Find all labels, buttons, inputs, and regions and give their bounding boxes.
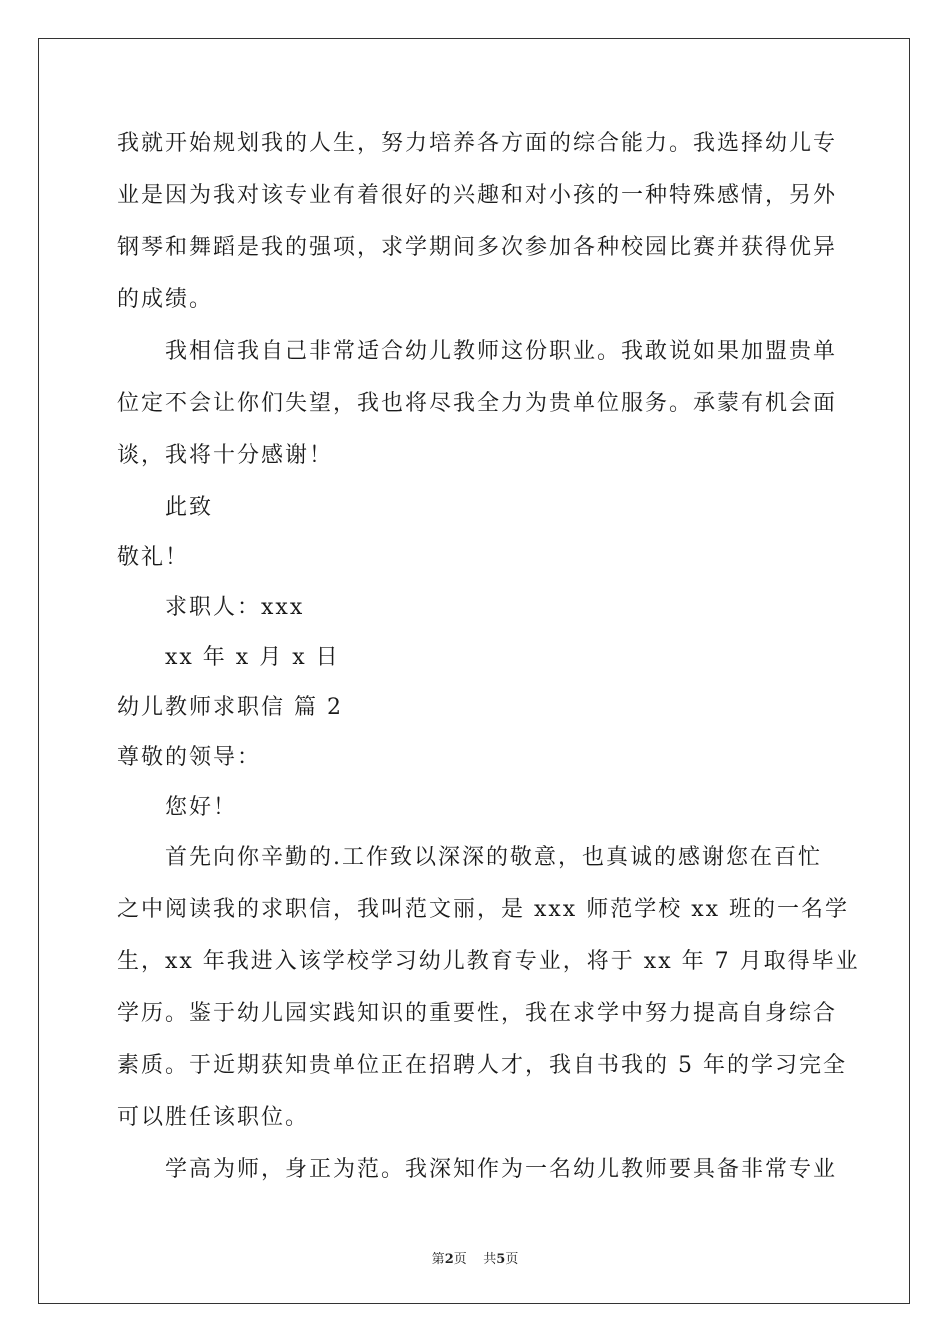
- paragraph-line: 位定不会让你们失望，我也将尽我全力为贵单位服务。承蒙有机会面: [117, 391, 838, 416]
- paragraph-line: 学历。鉴于幼儿园实践知识的重要性，我在求学中努力提高自身综合: [117, 1001, 838, 1026]
- paragraph-line: 生，xx 年我进入该学校学习幼儿教育专业，将于 xx 年 7 月取得毕业: [117, 949, 860, 974]
- closing-salute: 敬礼！: [117, 545, 190, 570]
- paragraph-line: 的成绩。: [117, 287, 214, 312]
- total-page-number: 5: [496, 1252, 506, 1267]
- letter-date: xx 年 x 月 x 日: [165, 645, 340, 670]
- page-label-mid: 页 共: [453, 1252, 497, 1267]
- page-label-suffix: 页: [505, 1252, 519, 1267]
- salutation: 尊敬的领导：: [117, 745, 262, 770]
- section-title: 幼儿教师求职信 篇 2: [117, 695, 343, 720]
- paragraph-line: 可以胜任该职位。: [117, 1105, 310, 1130]
- page-number-footer: [0, 1248, 950, 1267]
- page-label-prefix: 第: [431, 1252, 445, 1267]
- paragraph-line: 素质。于近期获知贵单位正在招聘人才，我自书我的 5 年的学习完全: [117, 1053, 847, 1078]
- paragraph-line: 业是因为我对该专业有着很好的兴趣和对小孩的一种特殊感情，另外: [117, 183, 838, 208]
- greeting: 您好！: [165, 795, 238, 820]
- paragraph-line: 学高为师，身正为范。我深知作为一名幼儿教师要具备非常专业: [165, 1157, 838, 1182]
- paragraph-line: 我就开始规划我的人生，努力培养各方面的综合能力。我选择幼儿专: [117, 131, 838, 156]
- paragraph-line: 谈，我将十分感谢！: [117, 443, 334, 468]
- paragraph-line: 钢琴和舞蹈是我的强项，求学期间多次参加各种校园比赛并获得优异: [117, 235, 838, 260]
- closing-line: 此致: [165, 495, 214, 520]
- applicant-signature: 求职人：xxx: [165, 595, 305, 620]
- paragraph-line: 首先向你辛勤的.工作致以深深的敬意，也真诚的感谢您在百忙: [165, 845, 822, 870]
- paragraph-line: 我相信我自己非常适合幼儿教师这份职业。我敢说如果加盟贵单: [165, 339, 838, 364]
- current-page-number: 2: [444, 1252, 454, 1267]
- paragraph-line: 之中阅读我的求职信，我叫范文丽，是 xxx 师范学校 xx 班的一名学: [117, 897, 850, 922]
